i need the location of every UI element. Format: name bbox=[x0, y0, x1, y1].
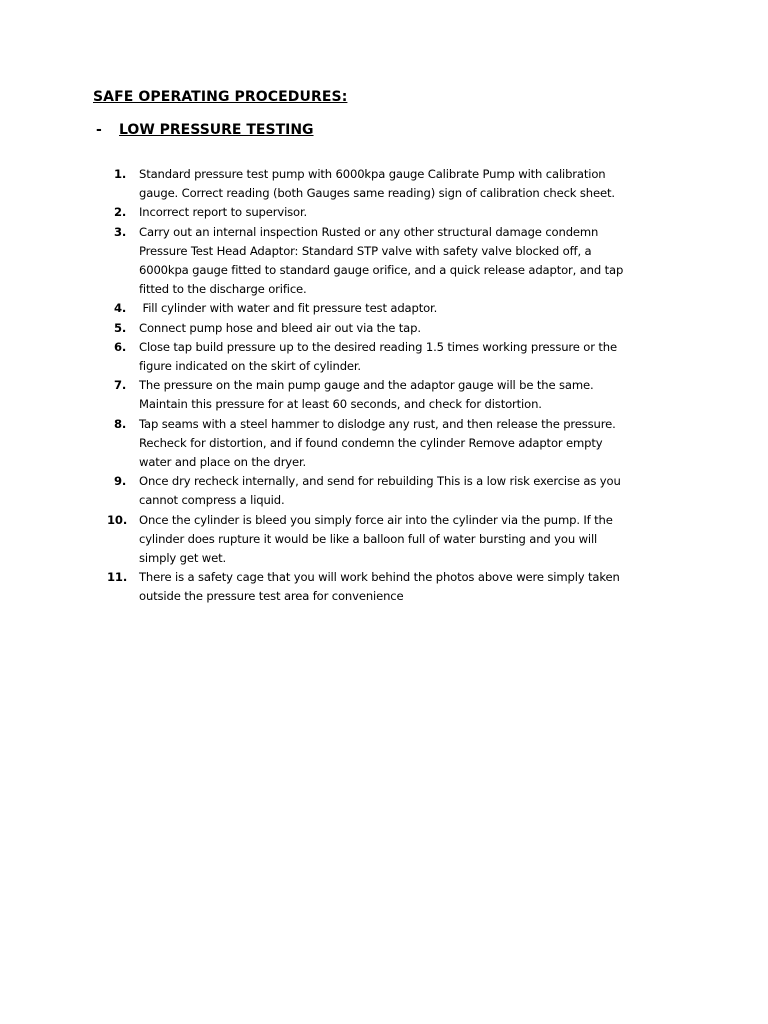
procedure-steps-list bbox=[94, 165, 694, 607]
procedure-step bbox=[94, 223, 694, 300]
step-number: 1. bbox=[114, 167, 127, 181]
step-number: 7. bbox=[114, 378, 127, 393]
procedure-step bbox=[94, 415, 694, 473]
procedure-step bbox=[94, 203, 694, 222]
step-text-line: simply get wet. bbox=[139, 551, 227, 566]
procedure-step bbox=[94, 299, 694, 318]
step-number: 6. bbox=[114, 339, 127, 354]
step-text-line: gauge. Correct reading (both Gauges same reading) sign of calibration check sheet. bbox=[139, 186, 615, 201]
step-number: 9. bbox=[114, 474, 127, 489]
procedure-step bbox=[94, 338, 694, 376]
step-number: 2. bbox=[114, 205, 127, 220]
step-text-line: Tap seams with a steel hammer to dislodge any rust, and then release the pressure. bbox=[139, 416, 616, 431]
step-text-line: The pressure on the main pump gauge and the adaptor gauge will be the same. bbox=[139, 378, 594, 393]
section-bullet: - bbox=[96, 122, 102, 138]
step-text-line: figure indicated on the skirt of cylinder. bbox=[139, 359, 361, 374]
step-text-line: 6000kpa gauge fitted to standard gauge orifice, and a quick release adaptor, and tap bbox=[139, 263, 624, 278]
procedure-step bbox=[94, 472, 694, 510]
procedure-step bbox=[94, 376, 694, 414]
step-number: 4. bbox=[114, 301, 127, 316]
step-text-line: outside the pressure test area for convenience bbox=[139, 589, 404, 604]
procedure-step bbox=[94, 165, 694, 203]
step-number: 8. bbox=[114, 416, 127, 431]
step-number: 3. bbox=[114, 224, 127, 239]
section-heading bbox=[96, 122, 314, 138]
section-heading-label: LOW PRESSURE TESTING bbox=[119, 122, 314, 138]
step-text-line: Pressure Test Head Adaptor: Standard STP valve with safety valve blocked off, a bbox=[139, 243, 592, 258]
procedure-step bbox=[94, 568, 694, 606]
procedure-step bbox=[94, 319, 694, 338]
step-text-line: Fill cylinder with water and fit pressure test adaptor. bbox=[139, 301, 438, 316]
step-text-line: Carry out an internal inspection Rusted or any other structural damage condemn bbox=[139, 224, 599, 239]
step-text-line: Standard pressure test pump with 6000kpa gauge Calibrate Pump with calibration bbox=[139, 167, 606, 181]
step-text-line: Recheck for distortion, and if found condemn the cylinder Remove adaptor empty bbox=[139, 435, 603, 450]
step-text-line: There is a safety cage that you will work behind the photos above were simply taken bbox=[139, 570, 620, 585]
step-text-line: Connect pump hose and bleed air out via the tap. bbox=[139, 320, 421, 335]
step-text-line: Incorrect report to supervisor. bbox=[139, 205, 308, 220]
document-title: SAFE OPERATING PROCEDURES: bbox=[93, 89, 348, 105]
step-number: 5. bbox=[114, 320, 127, 335]
step-text-line: Maintain this pressure for at least 60 seconds, and check for distortion. bbox=[139, 397, 542, 412]
step-text-line: cylinder does rupture it would be like a balloon full of water bursting and you will bbox=[139, 531, 598, 546]
step-text-line: Close tap build pressure up to the desired reading 1.5 times working pressure or the bbox=[139, 339, 617, 354]
step-text-line: fitted to the discharge orifice. bbox=[139, 282, 307, 297]
step-text-line: water and place on the dryer. bbox=[139, 455, 307, 470]
step-number: 11. bbox=[107, 570, 128, 585]
step-text-line: cannot compress a liquid. bbox=[139, 493, 285, 508]
step-text-line: Once the cylinder is bleed you simply force air into the cylinder via the pump. If the bbox=[139, 512, 613, 527]
step-text-line: Once dry recheck internally, and send for rebuilding This is a low risk exercise as you bbox=[139, 474, 621, 489]
step-number: 10. bbox=[107, 512, 128, 527]
procedure-step bbox=[94, 511, 694, 569]
